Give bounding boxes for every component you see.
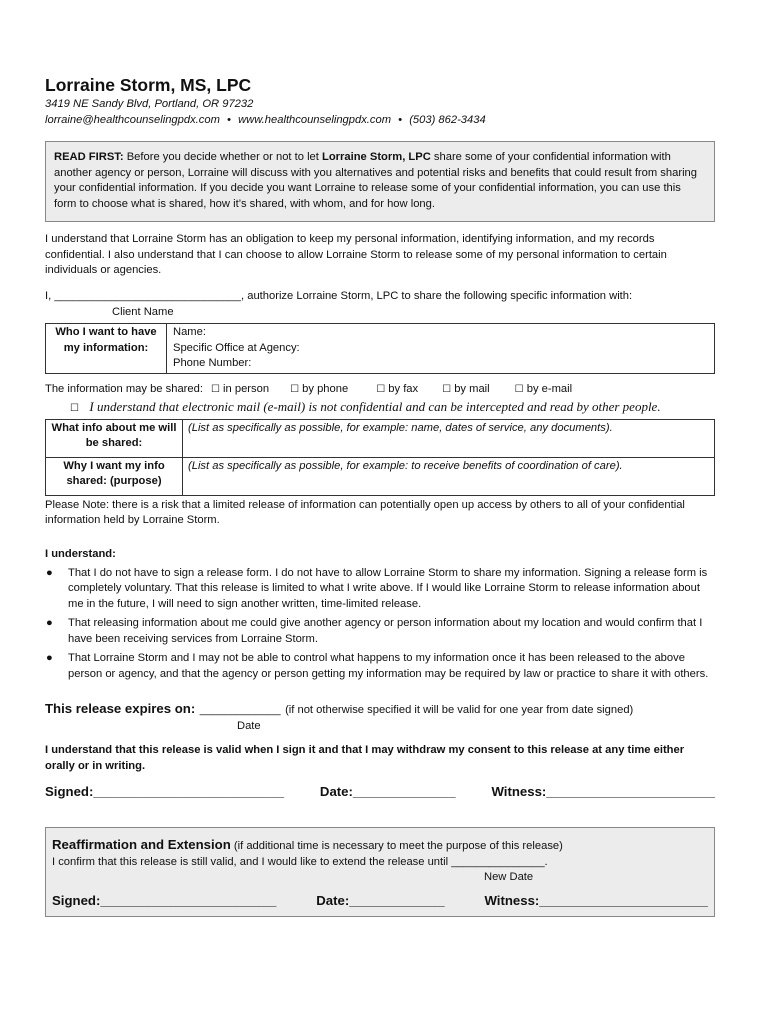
list-item-text: That I do not have to sign a release form. I do not have to allow Lorraine Storm to share my information. Signing a release form is completely voluntary. That this release is limited to what I write above. If I would like Lorraine Storm to release information about me in the future, I will need to sign another written, time-limited release. <box>68 566 708 610</box>
witness-field[interactable]: Witness:_______________________ <box>491 784 715 800</box>
understand-heading: I understand: <box>45 547 116 560</box>
reaffirm-signature-field[interactable]: Signed:________________________ <box>52 893 277 909</box>
checkbox-icon[interactable]: ☐ <box>70 402 79 414</box>
read-first-text-2: share some of your confidential information with another agency or person, Lorraine will discuss with you alternatives and potential risks and benefits that could result from sharing your confidential information. If you decide you want Lorraine to release some of your confidential information, you can use this form to choose what is shared, how it’s shared, with whom, and for how long. <box>54 151 698 211</box>
recipient-details <box>167 324 715 374</box>
provider-email[interactable]: lorraine@healthcounselingpdx.com <box>45 114 220 126</box>
reaffirmation-subtitle: (if additional time is necessary to meet the purpose of this release) <box>230 840 563 853</box>
extension-line[interactable]: I confirm that this release is still valid, and I would like to extend the release until _______________. <box>52 856 548 869</box>
signature-field[interactable]: Signed:__________________________ <box>45 784 285 800</box>
understand-list <box>45 566 715 683</box>
client-name-caption: Client Name <box>112 305 174 318</box>
checkbox-icon[interactable]: ☐ <box>514 383 524 395</box>
provider-contact-line <box>45 112 715 128</box>
list-item-text: That Lorraine Storm and I may not be able to control what happens to my information once it has been released to the above person or agency, and that the agency or person getting my information may be required by law or practice to share it with others. <box>68 652 709 680</box>
checkbox-icon[interactable]: ☐ <box>376 383 386 395</box>
validity-statement: I understand that this release is valid when I sign it and that I may withdraw my consent to this release at any time either orally or in writing. <box>45 743 685 772</box>
option-label: by phone <box>302 382 349 395</box>
why-info-field[interactable]: (List as specifically as possible, for example: to receive benefits of coordination of care). <box>183 457 715 495</box>
option-label: by fax <box>388 382 419 395</box>
read-first-text-1: Before you decide whether or not to let <box>123 151 322 163</box>
why-info-label: Why I want my info shared: (purpose) <box>46 457 183 495</box>
client-name-field[interactable]: ______________________________ <box>54 289 241 302</box>
recipient-office-field[interactable]: Specific Office at Agency: <box>173 341 300 354</box>
checkbox-icon[interactable]: ☐ <box>210 383 220 395</box>
option-in-person[interactable] <box>211 382 269 398</box>
info-table <box>45 419 715 496</box>
risk-note: Please Note: there is a risk that a limited release of information can potentially open up access by others to all of your confidential information held by Lorraine Storm. <box>45 498 685 527</box>
expiry-label: This release expires on: <box>45 701 196 717</box>
option-by-fax[interactable] <box>376 382 418 398</box>
new-date-caption: New Date <box>484 871 534 884</box>
recipient-table <box>45 323 715 374</box>
what-info-field[interactable]: (List as specifically as possible, for example: name, dates of service, any documents). <box>183 419 715 457</box>
provider-name: Lorraine Storm, MS, LPC <box>45 75 252 95</box>
authorize-prefix: I, <box>45 289 55 302</box>
bullet-icon: ● <box>46 652 53 665</box>
option-label: by e-mail <box>526 382 573 395</box>
recipient-label: Who I want to have my information: <box>46 324 167 374</box>
list-item <box>45 566 715 613</box>
read-first-box <box>45 141 715 222</box>
expiry-row <box>45 700 715 719</box>
option-by-mail[interactable] <box>442 382 490 398</box>
understand-paragraph: I understand that Lorraine Storm has an obligation to keep my personal information, identifying information, and my records confidential. I also understand that I can choose to allow Lorraine Storm to release some of my personal information to certain individuals or agencies. <box>45 232 667 277</box>
expiry-date-field[interactable]: _____________ <box>199 704 281 717</box>
share-method-row <box>45 382 715 398</box>
authorize-line <box>45 289 715 305</box>
list-item-text: That releasing information about me could give another agency or person information about my location and would confirm that I have been receiving services from Lorraine Storm. <box>68 617 703 645</box>
what-info-label: What info about me will be shared: <box>46 419 183 457</box>
share-method-label: The information may be shared: <box>45 382 203 395</box>
read-first-provider: Lorraine Storm, LPC <box>322 151 431 163</box>
bullet-icon: ● <box>46 566 53 579</box>
email-consent-row <box>70 398 715 417</box>
email-consent-text: I understand that electronic mail (e-mail) is not confidential and can be intercepted and read by other people. <box>89 398 661 414</box>
checkbox-icon[interactable]: ☐ <box>290 383 300 395</box>
list-item <box>45 651 715 682</box>
date-field[interactable]: Date:______________ <box>319 784 456 800</box>
provider-phone: (503) 862-3434 <box>409 114 486 126</box>
expiry-date-caption: Date <box>237 720 261 733</box>
option-by-phone[interactable] <box>290 382 348 398</box>
reaffirmation-box <box>45 827 715 917</box>
release-form <box>45 74 715 917</box>
recipient-name-field[interactable]: Name: <box>173 326 206 339</box>
reaffirm-date-field[interactable]: Date:_____________ <box>316 893 445 909</box>
reaffirm-witness-field[interactable]: Witness:_______________________ <box>484 893 708 909</box>
authorize-suffix: , authorize Lorraine Storm, LPC to share the following specific information with: <box>241 289 633 302</box>
reaffirmation-signature-row <box>52 893 708 908</box>
bullet-icon: ● <box>46 617 53 630</box>
reaffirmation-title: Reaffirmation and Extension <box>52 837 231 853</box>
checkbox-icon[interactable]: ☐ <box>442 383 452 395</box>
expiry-note: (if not otherwise specified it will be valid for one year from date signed) <box>285 704 634 717</box>
option-label: in person <box>223 382 270 395</box>
option-label: by mail <box>454 382 490 395</box>
option-by-email[interactable] <box>515 382 572 398</box>
separator: • <box>398 114 403 126</box>
provider-website[interactable]: www.healthcounselingpdx.com <box>238 114 392 126</box>
signature-row <box>45 784 715 799</box>
recipient-phone-field[interactable]: Phone Number: <box>173 357 252 370</box>
provider-address: 3419 NE Sandy Blvd, Portland, OR 97232 <box>45 98 254 110</box>
read-first-label: READ FIRST: <box>54 151 124 163</box>
reaffirmation-heading <box>52 836 708 855</box>
separator: • <box>227 114 231 126</box>
list-item <box>45 616 715 647</box>
